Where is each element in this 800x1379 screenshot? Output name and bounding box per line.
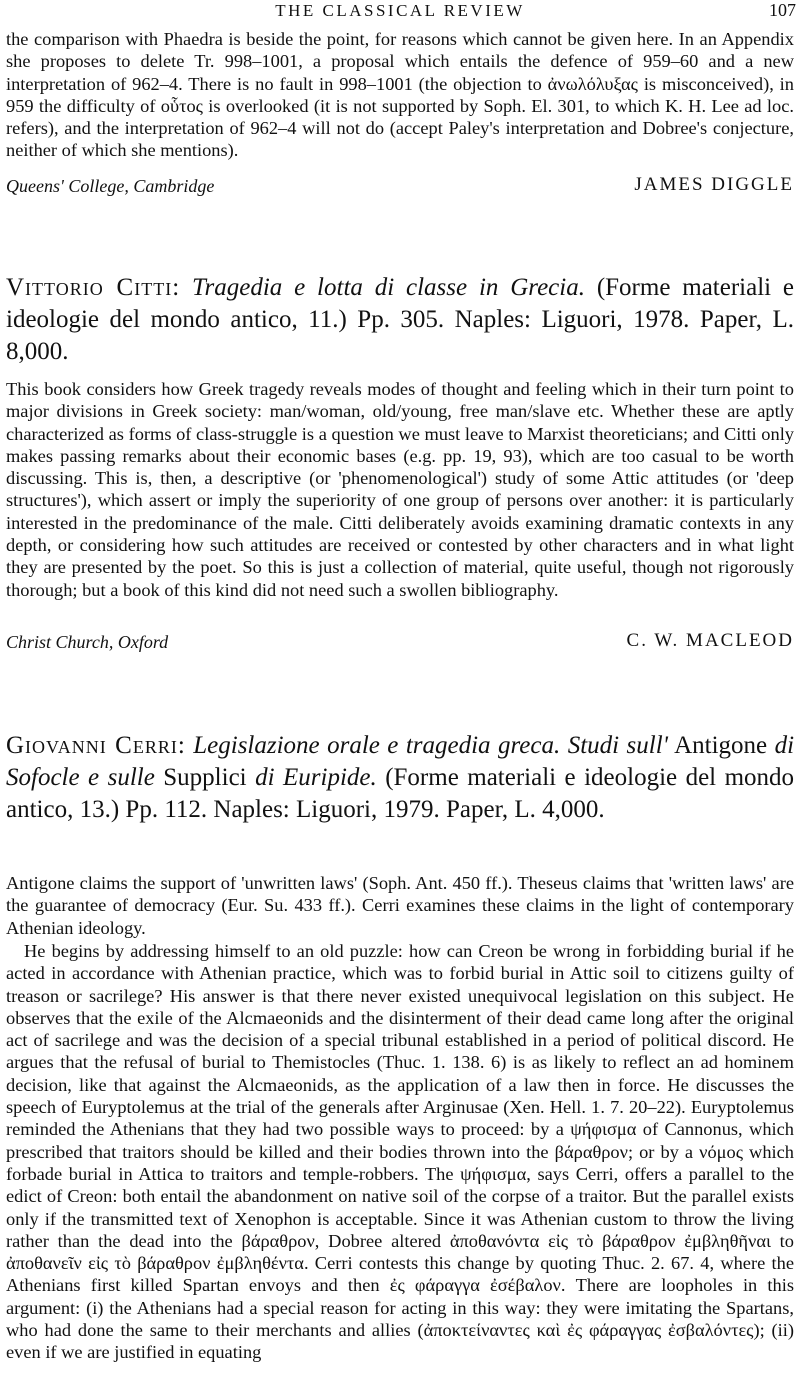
review1-signature-place: Queens' College, Cambridge [6, 176, 215, 196]
review2-heading [6, 272, 794, 368]
review1-signature-name: JAMES DIGGLE [634, 174, 794, 195]
review2-body: This book considers how Greek tragedy reveals modes of thought and feeling which in their turn point to major divisions in Greek society: man/woman, old/young, free man/slave etc. Whether these are aptly characterized as forms of class-struggle is a question we must leave to Marxist theoreticians; and Citti only makes passing remarks about their economic bases (e.g. pp. 19, 93), which are too casual to be worth discussing. This is, then, a descriptive (or 'phenomenological') study of some Attic attitudes (or 'deep structures'), which assert or imply the superiority of one group of persons over another: it is particularly interested in the predominance of the male. Citti deliberately avoids examining dramatic contexts in any depth, or considering how such attitudes are received or contested by other characters and in what light they are presented by the poet. So this is just a collection of material, quite useful, though not rigorously thorough; but a book of this kind did not need such a swollen bibliography. [6, 379, 794, 600]
review3-paragraph-2: He begins by addressing himself to an old puzzle: how can Creon be wrong in forbidding burial if he acted in accordance with Athenian practice, which was to forbid burial in Attic soil to citizens guilty of treason or sacrilege? His answer is that there never existed unequivocal legislation on this subject. He observes that the exile of the Alcmaeonids and the disinterment of their dead came long after the original act of sacrilege and was the decision of a special tribunal established in a period of political discord. He argues that the refusal of burial to Themistocles (Thuc. 1. 138. 6) is as likely to reflect an ad hominem decision, like that against the Alcmaeonids, as the application of a law then in force. He discusses the speech of Euryptolemus at the trial of the generals after Arginusae (Xen. Hell. 1. 7. 20–22). Euryptolemus reminded the Athenians that they had two possible ways to proceed: by a ψήφισμα of Cannonus, which prescribed that traitors should be killed and their bodies thrown into the βάραθρον; or by a νόμος which forbade burial in Attica to traitors and temple-robbers. The ψήφισμα, says Cerri, offers a parallel to the edict of Creon: both entail the abandonment on native soil of the corpse of a traitor. But the parallel exists only if the transmitted text of Xenophon is acceptable. Since it was Athenian custom to throw the living rather than the dead into the βάραθρον, Dobree altered ἀποθανόντα εἰς τὸ βάραθρον ἐμβληθῆναι to ἀποθανεῖν εἰς τὸ βάραθρον ἐμβληθέντα. Cerri contests this change by quoting Thuc. 2. 67. 4, where the Athenians first killed Spartan envoys and then ἐς φάραγγα ἐσέβαλον. There are loopholes in this argument: (i) the Athenians had a special reason for acting in this way: they were imitating the Spartans, who had done the same to their merchants and allies (ἀποκτείναντες καὶ ἐς φάραγγας ἐσβαλόντες); (ii) even if we are justified in equating [6, 941, 794, 1363]
review3-author: Giovanni Cerri: [6, 732, 186, 759]
review3-title-part3: di Euripide. [255, 764, 377, 791]
review3-title-part1: Legislazione orale e tragedia greca. Studi sull' [193, 732, 668, 759]
review2-title: Tragedia e lotta di classe in Grecia. [192, 274, 585, 301]
review3-title-supplici: Supplici [163, 764, 247, 791]
review3-title-part2: di Sofocle e sulle [6, 732, 795, 791]
page-number: 107 [769, 0, 796, 20]
running-head [0, 0, 800, 26]
review2-signature-name: C. W. MACLEOD [626, 630, 794, 651]
review2-details: (Forme materiali e ideologie del mondo antico, 11.) Pp. 305. Naples: Liguori, 1978. Paper, L. 8,000. [6, 274, 795, 365]
review2-signature-place: Christ Church, Oxford [6, 632, 169, 652]
review3-details: (Forme materiali e ideologie del mondo antico, 13.) Pp. 112. Naples: Liguori, 1979. Paper, L. 4,000. [6, 764, 795, 823]
review1-paragraph: the comparison with Phaedra is beside the point, for reasons which cannot be given here. In an Appendix she proposes to delete Tr. 998–1001, a proposal which entails the defence of 959–60 and a new interpretation of 962–4. There is no fault in 998–1001 (the objection to ἀνωλόλυξας is misconceived), in 959 the difficulty of οὗτος is overlooked (it is not supported by Soph. El. 301, to which K. H. Lee ad loc. refers), and the interpretation of 962–4 will not do (accept Paley's interpretation and Dobree's conjecture, neither of which she mentions). [6, 29, 794, 161]
review3-title-antigone: Antigone [674, 732, 768, 759]
review3-heading [6, 730, 794, 826]
journal-title: THE CLASSICAL REVIEW [275, 1, 525, 20]
review2-author: Vittorio Citti: [6, 274, 181, 301]
review3-paragraph-1: Antigone claims the support of 'unwritten laws' (Soph. Ant. 450 ff.). Theseus claims that 'written laws' are the guarantee of democracy (Eur. Su. 433 ff.). Cerri examines these claims in the light of contemporary Athenian ideology. [6, 873, 794, 938]
